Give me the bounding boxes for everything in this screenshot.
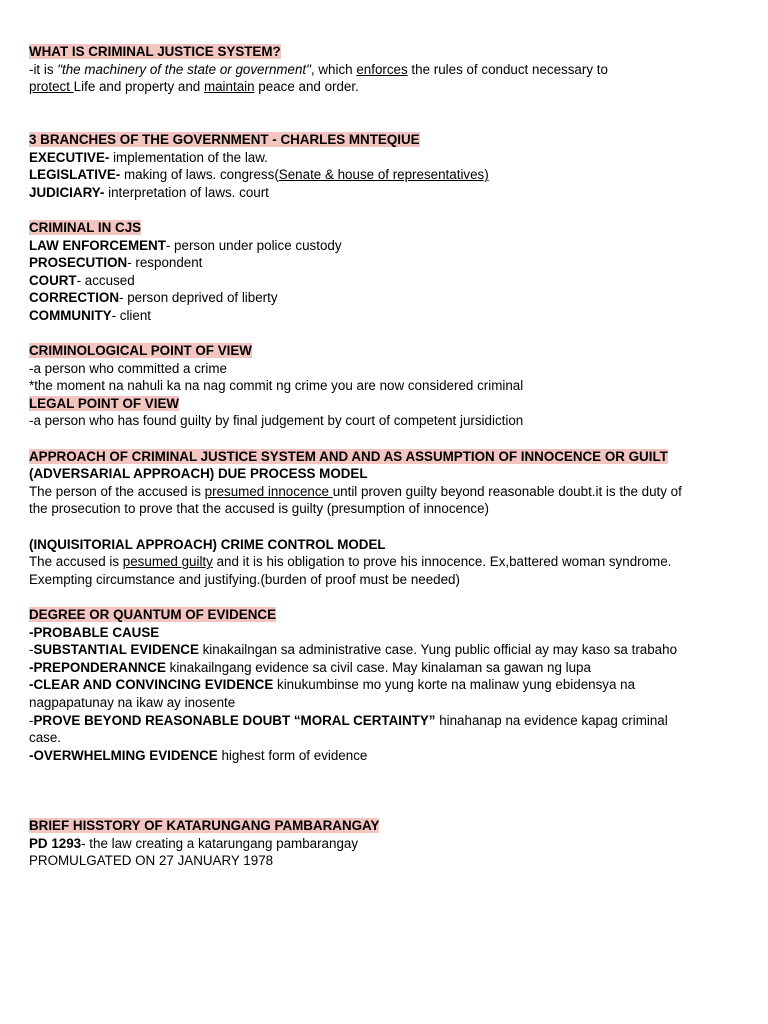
criminal-desc: - person under police custody xyxy=(165,237,342,253)
section-heading-approach: APPROACH OF CRIMINAL JUSTICE SYSTEM AND AND AS ASSUMPTION OF INNOCENCE OR GUILT xyxy=(29,448,668,464)
evidence-desc: kinukumbinse mo yung korte na malinaw yung ebidensya na nagpapatunay na ikaw ay inosente xyxy=(29,677,636,710)
branch-term: EXECUTIVE- xyxy=(29,149,110,165)
criminal-desc: - person deprived of liberty xyxy=(119,290,278,306)
section-heading-criminal: CRIMINAL IN CJS xyxy=(29,219,142,235)
cjs-protect: protect xyxy=(29,79,74,95)
section-heading-criminological-pov: CRIMINOLOGICAL POINT OF VIEW xyxy=(29,343,252,359)
approach-text: The accused is xyxy=(29,554,123,570)
inquisitorial-desc xyxy=(29,553,689,588)
branch-desc: making of laws. congress( xyxy=(120,167,279,183)
branch-legislative xyxy=(29,166,689,184)
section-heading-katarungang: BRIEF HISSTORY OF KATARUNGANG PAMBARANGAY xyxy=(29,818,380,834)
criminal-item xyxy=(29,289,689,307)
criminal-term: COMMUNITY xyxy=(29,307,112,323)
inquisitorial-title: (INQUISITORIAL APPROACH) CRIME CONTROL MODEL xyxy=(29,536,386,552)
criminal-term: LAW ENFORCEMENT xyxy=(29,237,166,253)
criminal-item xyxy=(29,272,689,290)
section-heading-evidence: DEGREE OR QUANTUM OF EVIDENCE xyxy=(29,607,277,622)
promulgated-line: PROMULGATED ON 27 JANUARY 1978 xyxy=(29,853,274,869)
criminal-term: PROSECUTION xyxy=(29,255,128,271)
evidence-item xyxy=(29,712,689,747)
legal-pov-line: -a person who has found guilty by final judgement by court of competent jursidiction xyxy=(29,413,524,429)
criminal-term: COURT xyxy=(29,272,77,288)
section-heading-legal-pov: LEGAL POINT OF VIEW xyxy=(29,395,180,411)
branch-desc: implementation of the law. xyxy=(109,149,268,165)
approach-text: and it is his obligation to prove his innocence. Ex,battered woman syndrome. Exempting circumstance and justifying.(burden of proof must be needed) xyxy=(29,554,672,587)
cjs-text: peace and order. xyxy=(254,79,359,95)
criminal-item xyxy=(29,307,689,325)
criminal-item xyxy=(29,254,689,272)
criminal-desc: - client xyxy=(111,307,152,323)
approach-underlined: pesumed guilty xyxy=(122,554,213,570)
criminal-term: CORRECTION xyxy=(29,290,120,306)
branch-judiciary xyxy=(29,184,689,202)
cjs-quote: "the machinery of the state or government" xyxy=(57,61,311,77)
branch-executive xyxy=(29,149,689,167)
crim-pov-note: *the moment na nahuli ka na nag commit ng crime you are now considered criminal xyxy=(29,378,524,394)
cjs-text: , which xyxy=(310,61,357,77)
criminal-item xyxy=(29,237,689,255)
evidence-term: SUBSTANTIAL EVIDENCE xyxy=(33,642,199,658)
cjs-enforces: enforces xyxy=(356,61,408,77)
cjs-text: Life and property and xyxy=(73,79,204,95)
adversarial-title: (ADVERSARIAL APPROACH) DUE PROCESS MODEL xyxy=(29,466,368,482)
crim-pov-line: -a person who committed a crime xyxy=(29,360,227,376)
evidence-item xyxy=(29,659,689,677)
cjs-maintain: maintain xyxy=(203,79,255,95)
evidence-desc: kinakailngang evidence sa civil case. May kinalaman sa gawan ng lupa xyxy=(165,659,591,675)
cjs-text: the rules of conduct necessary to xyxy=(407,61,608,77)
evidence-term: -PROBABLE CAUSE xyxy=(29,624,160,640)
branch-desc-underlined: Senate & house of representatives) xyxy=(278,167,489,183)
branch-desc: interpretation of laws. court xyxy=(104,184,269,200)
document-content xyxy=(29,43,689,870)
pd-line xyxy=(29,835,689,853)
section-heading-branches: 3 BRANCHES OF THE GOVERNMENT - CHARLES MNTEQIUE xyxy=(29,131,420,147)
criminal-desc: - respondent xyxy=(127,255,203,271)
approach-text: The person of the accused is xyxy=(29,483,205,499)
cjs-text: -it is xyxy=(29,61,58,77)
evidence-term: -CLEAR AND CONVINCING EVIDENCE xyxy=(29,677,274,693)
section-heading-cjs: WHAT IS CRIMINAL JUSTICE SYSTEM? xyxy=(29,44,281,59)
approach-underlined: presumed innocence xyxy=(204,483,333,499)
evidence-item xyxy=(29,747,689,765)
evidence-term: -PREPONDERANNCE xyxy=(29,659,166,675)
adversarial-desc xyxy=(29,483,689,518)
cjs-definition xyxy=(29,61,689,96)
pd-desc: - the law creating a katarungang pambarangay xyxy=(81,835,359,851)
criminal-desc: - accused xyxy=(76,272,135,288)
evidence-item xyxy=(29,624,689,642)
branch-term: JUDICIARY- xyxy=(29,184,105,200)
evidence-prefix: - xyxy=(29,712,34,728)
evidence-term: PROVE BEYOND REASONABLE DOUBT “MORAL CERTAINTY” xyxy=(33,712,436,728)
evidence-term: -OVERWHELMING EVIDENCE xyxy=(29,747,218,763)
evidence-desc: hinahanap na evidence kapag criminal case. xyxy=(29,712,668,746)
pd-term: PD 1293 xyxy=(29,835,82,851)
branch-term: LEGISLATIVE- xyxy=(29,167,121,183)
evidence-prefix: - xyxy=(29,642,34,658)
evidence-item xyxy=(29,641,689,659)
approach-text: until proven guilty beyond reasonable doubt.it is the duty of the prosecution to prove that the accused is guilty (presumption of innocence) xyxy=(29,483,682,517)
evidence-desc: kinakailngan sa administrative case. Yung public official ay may kaso sa trabaho xyxy=(198,642,678,658)
evidence-item xyxy=(29,676,689,711)
evidence-desc: highest form of evidence xyxy=(217,747,368,763)
